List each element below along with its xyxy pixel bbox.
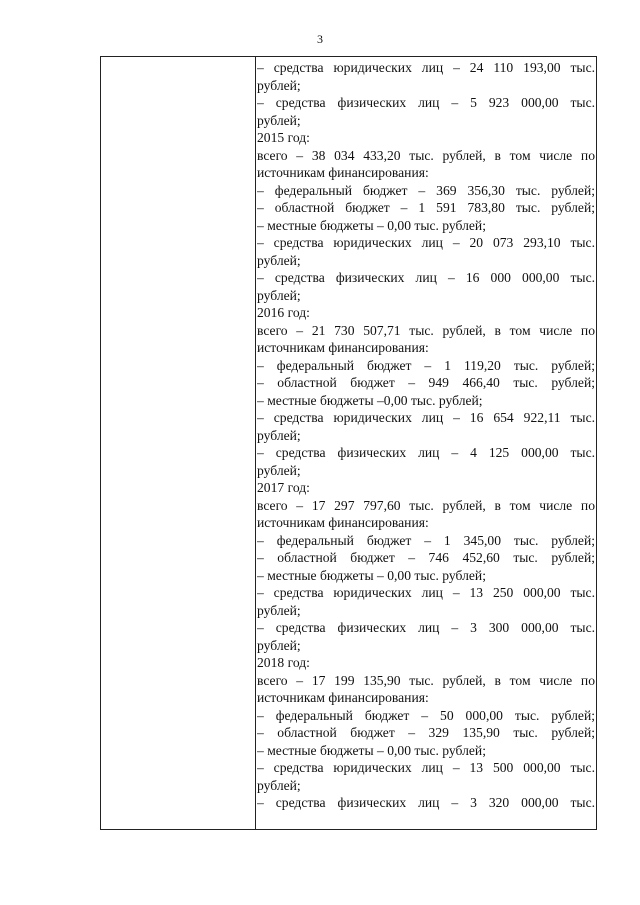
text-line: – средства юридических лиц – 24 110 193,00 тыс. bbox=[257, 60, 595, 75]
text-line: рублей; bbox=[257, 462, 301, 478]
text-line: источникам финансирования: bbox=[257, 340, 429, 355]
text-line: – средства юридических лиц – 16 654 922,11 тыс. bbox=[257, 410, 595, 425]
text-line: источникам финансирования: bbox=[257, 515, 429, 530]
text-line: – средства физических лиц – 3 320 000,00 тыс. bbox=[257, 795, 595, 810]
text-line: – средства физических лиц – 16 000 000,00 тыс. bbox=[257, 270, 595, 285]
text-line: – федеральный бюджет – 1 345,00 тыс. рублей; bbox=[257, 532, 595, 548]
financing-table bbox=[100, 56, 597, 830]
text-line: 2016 год: bbox=[257, 305, 310, 320]
text-line: – местные бюджеты – 0,00 тыс. рублей; bbox=[257, 217, 486, 233]
text-line: всего – 17 297 797,60 тыс. рублей, в том числе по bbox=[257, 497, 595, 513]
text-line: – местные бюджеты – 0,00 тыс. рублей; bbox=[257, 742, 486, 758]
table-right-cell bbox=[257, 59, 595, 812]
text-line: – федеральный бюджет – 1 119,20 тыс. рублей; bbox=[257, 357, 595, 373]
text-line: рублей; bbox=[257, 287, 301, 303]
text-line: – средства юридических лиц – 13 250 000,00 тыс. bbox=[257, 585, 595, 600]
text-line: – средства физических лиц – 5 923 000,00 тыс. bbox=[257, 95, 595, 110]
text-line: – местные бюджеты –0,00 тыс. рублей; bbox=[257, 392, 483, 408]
text-line: – средства физических лиц – 3 300 000,00 тыс. bbox=[257, 620, 595, 635]
text-line: – федеральный бюджет – 369 356,30 тыс. рублей; bbox=[257, 182, 595, 198]
text-line: рублей; bbox=[257, 602, 301, 618]
text-line: рублей; bbox=[257, 112, 301, 128]
page-number: 3 bbox=[317, 32, 323, 46]
text-line: рублей; bbox=[257, 77, 301, 93]
text-line: источникам финансирования: bbox=[257, 165, 429, 180]
text-line: 2015 год: bbox=[257, 130, 310, 145]
text-line: – средства юридических лиц – 13 500 000,00 тыс. bbox=[257, 760, 595, 775]
column-divider bbox=[255, 57, 256, 829]
text-line: всего – 38 034 433,20 тыс. рублей, в том числе по bbox=[257, 147, 595, 163]
text-line: – средства физических лиц – 4 125 000,00 тыс. bbox=[257, 445, 595, 460]
text-line: – местные бюджеты – 0,00 тыс. рублей; bbox=[257, 567, 486, 583]
text-line: – областной бюджет – 329 135,90 тыс. рублей; bbox=[257, 725, 595, 740]
text-line: – областной бюджет – 1 591 783,80 тыс. рублей; bbox=[257, 200, 595, 215]
text-line: всего – 21 730 507,71 тыс. рублей, в том числе по bbox=[257, 322, 595, 338]
text-line: рублей; bbox=[257, 427, 301, 443]
text-line: рублей; bbox=[257, 777, 301, 793]
text-line: 2018 год: bbox=[257, 655, 310, 670]
text-line: всего – 17 199 135,90 тыс. рублей, в том числе по bbox=[257, 672, 595, 688]
text-line: – федеральный бюджет – 50 000,00 тыс. рублей; bbox=[257, 707, 595, 723]
text-line: – средства юридических лиц – 20 073 293,10 тыс. bbox=[257, 235, 595, 250]
text-line: рублей; bbox=[257, 252, 301, 268]
text-line: 2017 год: bbox=[257, 480, 310, 495]
text-line: – областной бюджет – 746 452,60 тыс. рублей; bbox=[257, 550, 595, 565]
text-line: рублей; bbox=[257, 637, 301, 653]
text-line: источникам финансирования: bbox=[257, 690, 429, 705]
text-line: – областной бюджет – 949 466,40 тыс. рублей; bbox=[257, 375, 595, 390]
